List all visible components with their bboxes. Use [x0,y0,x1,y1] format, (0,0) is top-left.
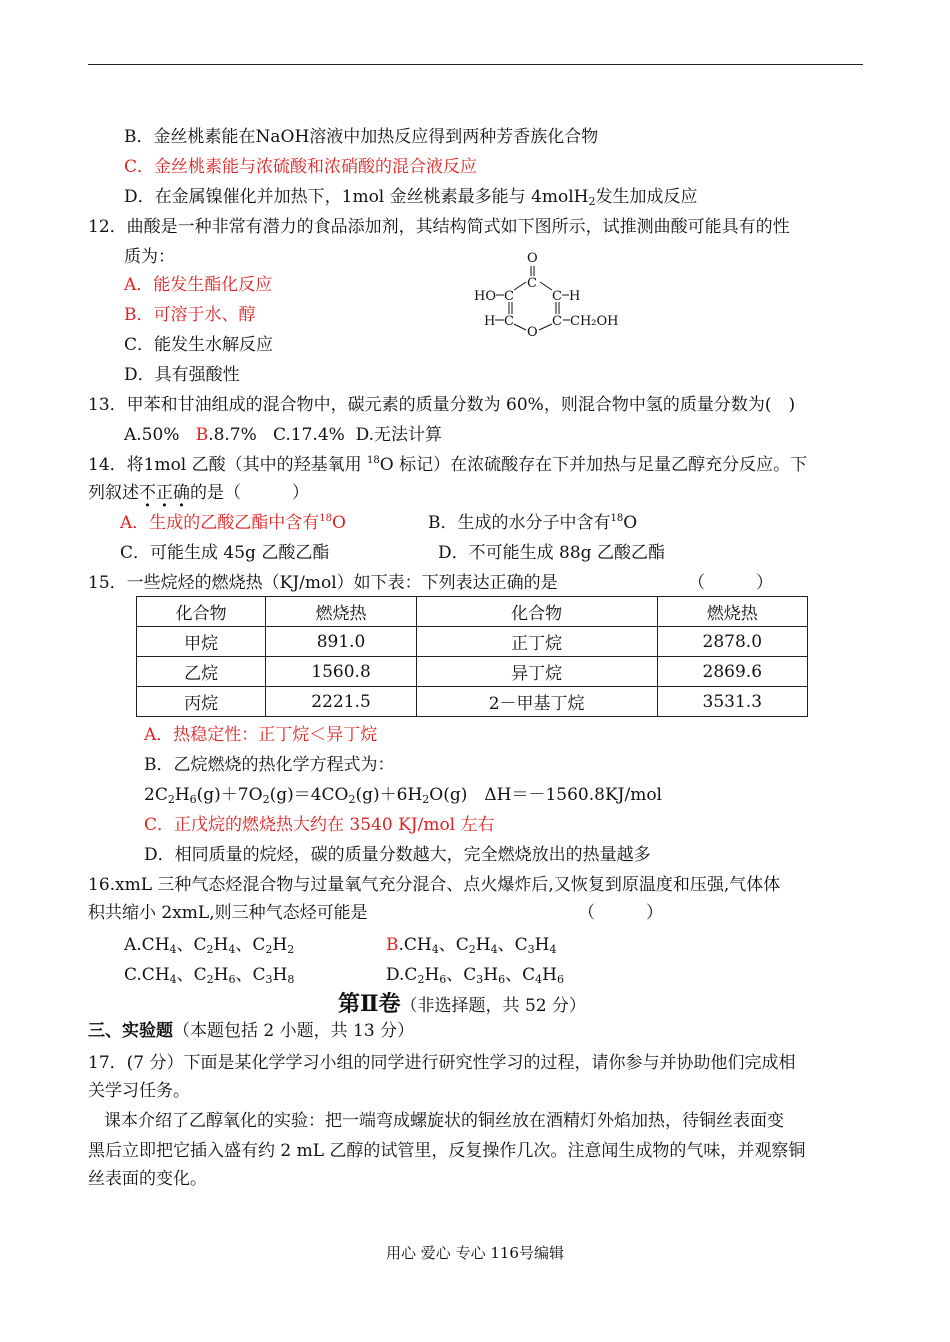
q11-option-b: B．金丝桃素能在NaOH溶液中加热反应得到两种芳香族化合物 [124,127,599,147]
q15-option-c: C．正戊烷的燃烧热大约在 3540 KJ/mol 左右 [144,815,495,835]
q14-option-b: B．生成的水分子中含有$^{18}$O [428,513,638,533]
q14-stem-line1: 14．将1mol 乙酸（其中的羟基氧用 $^{18}$O 标记）在浓硫酸存在下并加热与足量乙醇充分反应。下 [88,455,808,475]
structure-c4: C [504,314,514,329]
table-cell: 2869.6 [657,657,807,687]
q12-option-d: D．具有强酸性 [124,365,240,385]
q13-options: A.50% B.8.7% C.17.4% D.无法计算 [124,425,443,445]
table-cell: 正丁烷 [416,627,657,657]
q12-stem-line2: 质为： [124,247,175,267]
q15-option-a: A．热稳定性：正丁烷＜异丁烷 [144,725,378,745]
q16-stem-line1: 16.xmL 三种气态烃混合物与过量氧气充分混合、点火爆炸后,又恢复到原温度和压强,气体体 [88,875,781,895]
q11-option-c: C．金丝桃素能与浓硫酸和浓硝酸的混合液反应 [124,157,478,177]
table-header: 化合物 [137,597,266,627]
q15-stem: 15．一些烷烃的燃烧热（KJ/mol）如下表：下列表达正确的是 [88,573,558,593]
table-header: 化合物 [416,597,657,627]
table-cell: 乙烷 [137,657,266,687]
q12-option-b: B．可溶于水、醇 [124,305,256,325]
q16-option-c: $C.CH_4$、$C_2H_6$、$C_3H_8$ [124,965,295,986]
q16-option-d: $D.C_2H_6$、$C_3H_6$、$C_4H_6$ [386,965,564,986]
q14-option-a: A．生成的乙酸乙酯中含有$^{18}$O [120,513,346,533]
structure-ch2oh: CH₂OH [570,314,619,329]
q12-stem-line1: 12．曲酸是一种非常有潜力的食品添加剂，其结构简式如下图所示，试推测曲酸可能具有的性 [88,217,790,237]
q15-option-d: D．相同质量的烷烃，碳的质量分数越大，完全燃烧放出的热量越多 [144,845,651,865]
kojic-acid-structure [470,244,630,344]
structure-c5: C [552,314,562,329]
table-row [137,657,808,687]
q16-stem-line2: 积共缩小 2xmL,则三种气态烃可能是 [88,903,368,923]
structure-h1: H [569,289,581,304]
q17-line3: 课本介绍了乙醇氧化的实验：把一端弯成螺旋状的铜丝放在酒精灯外焰加热，待铜丝表面变 [104,1111,784,1131]
table-cell: 甲烷 [137,627,266,657]
structure-h2: H [484,314,496,329]
q12-option-c: C．能发生水解反应 [124,335,274,355]
structure-c2: C [504,289,514,304]
q15-equation: $2C_2H_6(g)+7O_2(g)=4CO_2(g)+6H_2O(g)$ ΔH＝－1560.8KJ/mol [144,785,662,806]
structure-c3: C [552,289,562,304]
q17-line2: 关学习任务。 [88,1081,190,1101]
q16-option-b: $B.CH_4$、$C_2H_4$、$C_3H_4$ [386,935,557,956]
q13-stem: 13．甲苯和甘油组成的混合物中，碳元素的质量分数为 60%，则混合物中氢的质量分数为( ) [88,395,796,415]
q17-line1: 17．(7 分）下面是某化学学习小组的同学进行研究性学习的过程，请你参与并协助他们完成相 [88,1053,796,1073]
q14-option-d: D．不可能生成 88g 乙酸乙酯 [438,543,665,563]
q16-option-a: $A.CH_4$、$C_2H_4$、$C_2H_2$ [124,935,295,956]
structure-ho: HO [474,289,496,304]
table-header: 燃烧热 [657,597,807,627]
table-cell: 2878.0 [657,627,807,657]
page-footer: 用心 爱心 专心 116号编辑 [386,1244,564,1262]
table-cell: 异丁烷 [416,657,657,687]
table-cell: 3531.3 [657,687,807,717]
table-header-row [137,597,808,627]
structure-o-top: O [527,251,538,266]
q12-option-a: A．能发生酯化反应 [124,275,273,295]
q15-option-b: B．乙烷燃烧的热化学方程式为： [144,755,395,775]
table-cell: 1560.8 [266,657,416,687]
q14-option-c: C．可能生成 45g 乙酸乙酯 [120,543,330,563]
table-row [137,627,808,657]
table-header: 燃烧热 [266,597,416,627]
header-rule [88,64,863,65]
combustion-heat-table [136,596,808,717]
section3-heading: 三、实验题（本题包括 2 小题，共 13 分） [88,1021,415,1041]
structure-c1: C [527,276,537,291]
table-row [137,687,808,717]
q15-answer-paren: （ ） [688,573,773,593]
q14-stem-line2: 列叙述不正确的是（ ） [88,483,309,503]
table-cell: 2－甲基丁烷 [416,687,657,717]
table-cell: 891.0 [266,627,416,657]
part2-heading: 第Ⅱ卷（非选择题，共 52 分） [338,991,586,1017]
q17-line4: 黑后立即把它插入盛有约 2 mL 乙醇的试管里，反复操作几次。注意闻生成物的气味，并观察铜 [88,1141,806,1161]
table-cell: 2221.5 [266,687,416,717]
q16-answer-paren: （ ） [578,903,663,923]
table-cell: 丙烷 [137,687,266,717]
q17-line5: 丝表面的变化。 [88,1169,207,1189]
q11-option-d: D．在金属镍催化并加热下，1mol 金丝桃素最多能与 4molH$_2$发生加成反应 [124,187,698,208]
structure-o-ring: O [527,325,538,340]
